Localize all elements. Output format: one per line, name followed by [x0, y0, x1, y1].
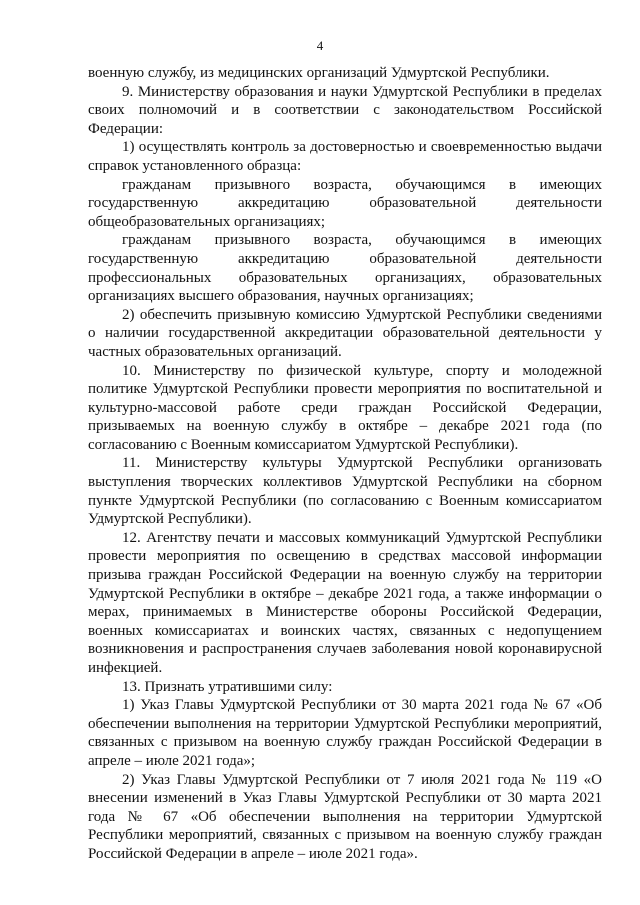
paragraph-item-9-1: 1) осуществлять контроль за достоверностью и своевременностью выдачи справок установленного образца:	[88, 139, 602, 174]
paragraph-item-13-2: 2) Указ Главы Удмуртской Республики от 7 июля 2021 года № 119 «О внесении изменений в Указ Главы Удмуртской Республики от 30 марта 2021 года № 67 «Об обеспечении выполнения на территории Удмуртской Республики мероприятий, связанных с призывом на военную службу граждан Российской Федерации в апреле – июле 2021 года».	[88, 771, 602, 862]
paragraph-item-12: 12. Агентству печати и массовых коммуникаций Удмуртской Республики провести мероприятия по освещению в средствах массовой информации призыва граждан Российской Федерации на военную службу на территории Удмуртской Республики в октябре – декабре 2021 года, а также информации о мерах, принимаемых в Министерстве обороны Российской Федерации, военных комиссариатах и воинских частях, связанных с недопущением возникновения и распространения случаев заболевания новой коронавирусной инфекцией.	[88, 529, 602, 676]
paragraph-item-9: 9. Министерству образования и науки Удмуртской Республики в пределах своих полномочий и в соответствии с законодательством Российской Федерации:	[88, 83, 602, 137]
paragraph-item-10: 10. Министерству по физической культуре, спорту и молодежной политике Удмуртской Республики провести мероприятия по воспитательной и культурно-массовой работе среди граждан Российской Федерации, призываемых на военную службу в октябре – декабре 2021 года (по согласованию с Военным комиссариатом Удмуртской Республики).	[88, 362, 602, 453]
paragraph-item-11: 11. Министерству культуры Удмуртской Республики организовать выступления творческих коллективов Удмуртской Республики на сборном пункте Удмуртской Республики (по согласованию с Военным комиссариатом Удмуртской Республики).	[88, 455, 602, 528]
paragraph-continuation: военную службу, из медицинских организаций Удмуртской Республики.	[88, 65, 550, 81]
paragraph-item-13-1: 1) Указ Главы Удмуртской Республики от 30 марта 2021 года № 67 «Об обеспечении выполнения на территории Удмуртской Республики мероприятий, связанных с призывом на военную службу граждан Российской Федерации в апреле – июле 2021 года»;	[88, 697, 602, 769]
paragraph-general-education: гражданам призывного возраста, обучающимся в имеющих государственную аккредитацию образовательной деятельности общеобразовательных организациях;	[88, 176, 602, 230]
document-body	[88, 64, 602, 864]
paragraph-professional-education: гражданам призывного возраста, обучающимся в имеющих государственную аккредитацию образовательной деятельности профессиональных образовательных организациях, образовательных организациях высшего образования, научных организациях;	[88, 232, 602, 305]
paragraph-item-9-2: 2) обеспечить призывную комиссию Удмуртской Республики сведениями о наличии государственной аккредитации образовательной деятельности у частных образовательных организаций.	[88, 306, 602, 360]
paragraph-item-13: 13. Признать утратившими силу:	[122, 678, 333, 695]
page-number: 4	[316, 38, 324, 53]
